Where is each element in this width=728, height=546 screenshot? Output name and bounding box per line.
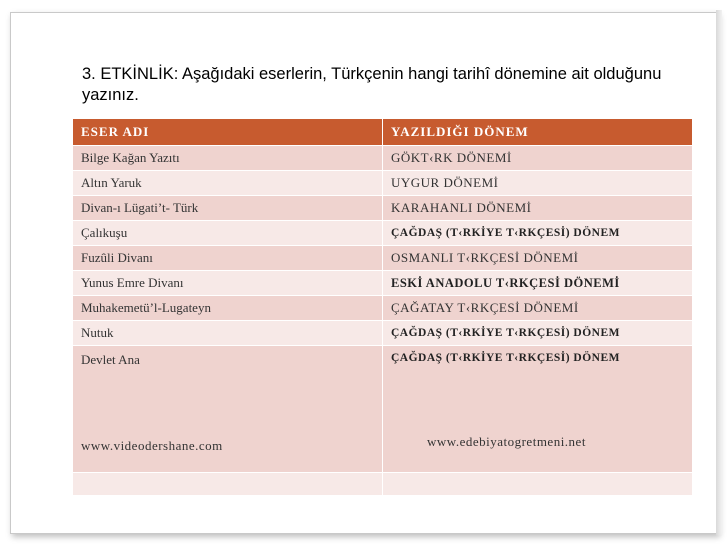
table-row — [73, 346, 693, 473]
table-row — [73, 321, 693, 346]
slide-edge-strip — [716, 10, 722, 536]
works-table — [72, 118, 693, 496]
table-row — [73, 473, 693, 496]
work-cell: Altın Yaruk — [73, 171, 383, 196]
work-cell: Bilge Kağan Yazıtı — [73, 146, 383, 171]
table-row — [73, 271, 693, 296]
work-cell: Divan-ı Lügati’t- Türk — [73, 196, 383, 221]
period-cell: OSMANLI T‹RKÇESİ DÖNEMİ — [383, 246, 693, 271]
period-cell: KARAHANLI DÖNEMİ — [383, 196, 693, 221]
work-cell: Çalıkuşu — [73, 221, 383, 246]
table-header-row — [73, 119, 693, 146]
work-cell: Yunus Emre Divanı — [73, 271, 383, 296]
table-row — [73, 196, 693, 221]
work-cell: Muhakemetü’l-Lugateyn — [73, 296, 383, 321]
table-row — [73, 221, 693, 246]
period-cell: ESKİ ANADOLU T‹RKÇESİ DÖNEMİ — [383, 271, 693, 296]
table-row — [73, 246, 693, 271]
work-cell: Fuzûli Divanı — [73, 246, 383, 271]
period-cell — [383, 346, 693, 473]
work-cell — [73, 346, 383, 473]
work-name: Devlet Ana — [81, 352, 140, 367]
period-cell: ÇAĞDAŞ (T‹RKİYE T‹RKÇESİ) DÖNEM — [383, 321, 693, 346]
table-row — [73, 146, 693, 171]
header-work-name: ESER ADI — [73, 119, 383, 146]
watermark-link-right: www.edebiyatogretmeni.net — [427, 434, 586, 449]
header-period: YAZILDIĞI DÖNEM — [383, 119, 693, 146]
period-cell: ÇAĞDAŞ (T‹RKİYE T‹RKÇESİ) DÖNEM — [383, 221, 693, 246]
table-row — [73, 171, 693, 196]
activity-heading: 3. ETKİNLİK: Aşağıdaki eserlerin, Türkçenin hangi tarihî dönemine ait olduğunu yazınız. — [82, 65, 662, 104]
period-name: ÇAĞDAŞ (T‹RKİYE T‹RKÇESİ) DÖNEM — [391, 352, 621, 364]
table-row — [73, 296, 693, 321]
work-cell — [73, 473, 383, 496]
watermark-link-left: www.videodershane.com — [81, 438, 223, 453]
period-cell — [383, 473, 693, 496]
period-cell: ÇAĞATAY T‹RKÇESİ DÖNEMİ — [383, 296, 693, 321]
period-cell: GÖKT‹RK DÖNEMİ — [383, 146, 693, 171]
work-cell: Nutuk — [73, 321, 383, 346]
period-cell: UYGUR DÖNEMİ — [383, 171, 693, 196]
